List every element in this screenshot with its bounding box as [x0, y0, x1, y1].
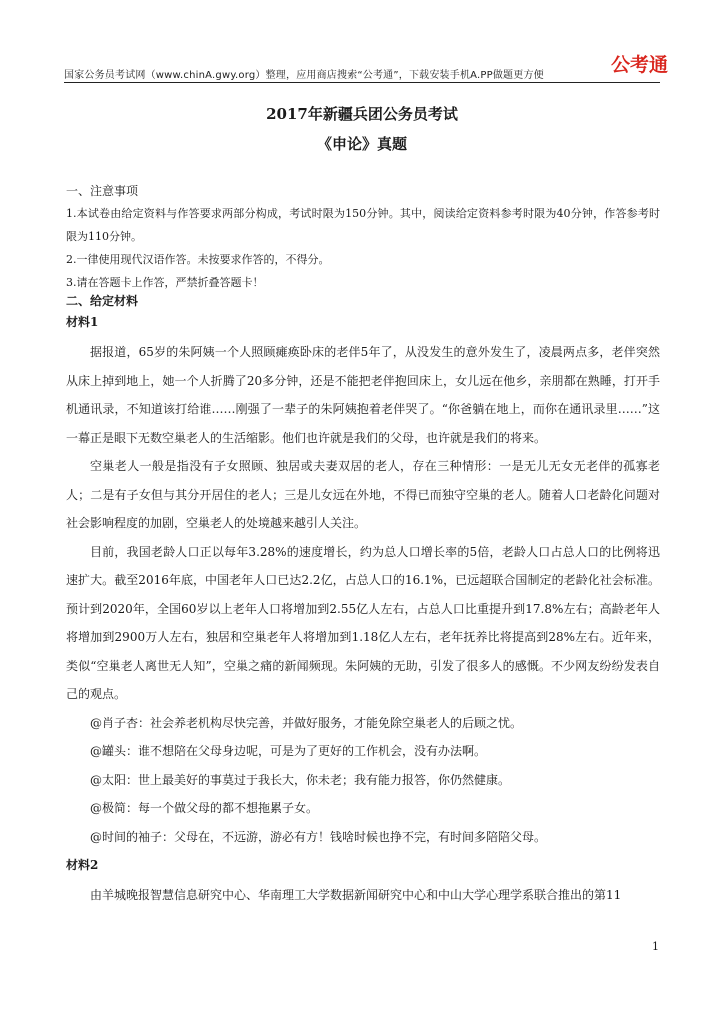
document-body	[66, 184, 660, 910]
notice-item: 3.请在答题卡上作答，严禁折叠答题卡！	[66, 276, 264, 289]
netizen-comment: @太阳：世上最美好的事莫过于我长大，你未老；我有能力报答，你仍然健康。	[90, 772, 511, 787]
material-1-paragraph: 空巢老人一般是指没有子女照顾、独居或夫妻双居的老人，存在三种情形：一是无儿无女无老伴的孤寡老人；二是有子女但与其分开居住的老人；三是儿女远在外地，不得已而独守空巢的老人。随着人口老龄化问题对社会影响程度的加剧，空巢老人的处境越来越引人关注。	[66, 459, 660, 530]
brand-logo[interactable]: 公考通	[610, 54, 668, 76]
material-2-paragraph: 由羊城晚报智慧信息研究中心、华南理工大学数据新闻研究中心和中山大学心理学系联合推出的第11	[90, 888, 622, 902]
page-header	[64, 54, 668, 84]
notice-heading: 一、注意事项	[66, 184, 139, 198]
netizen-comment: @极简：每一个做父母的都不想拖累子女。	[90, 801, 319, 815]
materials-heading: 二、给定材料	[66, 294, 139, 308]
document-title: 2017年新疆兵团公务员考试	[266, 105, 458, 123]
netizen-comment: @时间的袖子：父母在，不远游，游必有方！钱啥时候也挣不完，有时间多陪陪父母。	[90, 829, 547, 844]
material-1-paragraph: 据报道，65岁的朱阿姨一个人照顾瘫痪卧床的老伴5年了，从没发生的意外发生了，凌晨两点多，老伴突然从床上掉到地上，她一个人折腾了20多分钟，还是不能把老伴抱回床上，女儿远在他乡，亲朋都在熟睡，打开手机通讯录，不知道该打给谁……刚强了一辈子的朱阿姨抱着老伴哭了。“你爸躺在地上，而你在通讯录里……”这一幕正是眼下无数空巢老人的生活缩影。他们也许就是我们的父母，也许就是我们的将来。	[66, 345, 660, 445]
material-1-title: 材料1	[66, 315, 99, 329]
material-1-paragraph: 目前，我国老龄人口正以每年3.28%的速度增长，约为总人口增长率的5倍，老龄人口占总人口的比例将迅速扩大。截至2016年底，中国老年人口已达2.2亿，占总人口的16.1%，已远超联合国制定的老龄化社会标准。预计到2020年，全国60岁以上老年人口将增加到2.55亿人左右，占总人口比重提升到17.8%左右；高龄老年人将增加到2900万人左右，独居和空巢老年人将增加到1.18亿人左右，老年抚养比将提高到28%左右。近年来，类似“空巢老人离世无人知”，空巢之痛的新闻频现。朱阿姨的无助，引发了很多人的感慨。不少网友纷纷发表自己的观点。	[66, 544, 660, 701]
material-2-title: 材料2	[66, 858, 99, 872]
notice-item: 1.本试卷由给定资料与作答要求两部分构成，考试时限为150分钟。其中，阅读给定资料参考时限为40分钟，作答参考时限为110分钟。	[66, 207, 660, 243]
header-divider	[64, 82, 660, 83]
header-note: 国家公务员考试网（www.chinA.gwy.org）整理，应用商店搜索“公考通”，下载安装手机A.PP做题更方便	[64, 70, 544, 81]
netizen-comment: @罐头：谁不想陪在父母身边呢，可是为了更好的工作机会，没有办法啊。	[90, 744, 487, 758]
page-number: 1	[652, 940, 659, 953]
netizen-comment: @肖子杏：社会养老机构尽快完善，并做好服务，才能免除空巢老人的后顾之忧。	[90, 715, 523, 730]
notice-item: 2.一律使用现代汉语作答。未按要求作答的，不得分。	[66, 253, 330, 266]
document-subtitle: 《申论》真题	[316, 135, 407, 153]
